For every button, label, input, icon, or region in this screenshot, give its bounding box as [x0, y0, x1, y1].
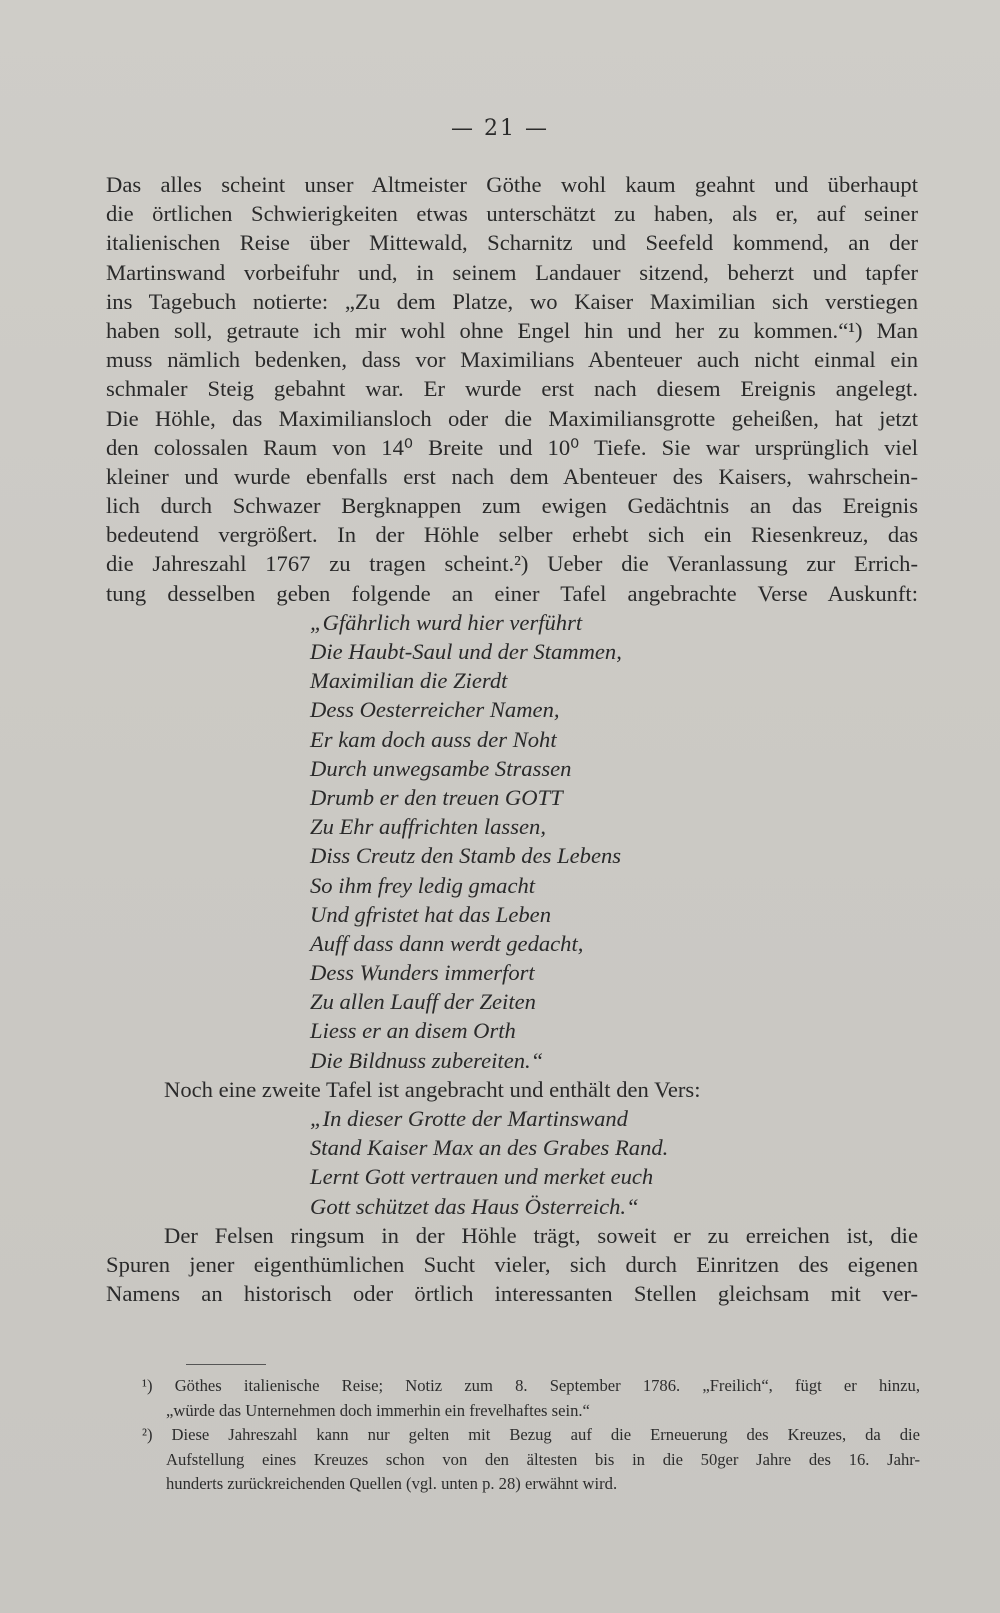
- body-text: [106, 170, 918, 1308]
- footnote-line: „würde das Unternehmen doch immerhin ein frevelhaftes sein.“: [166, 1400, 590, 1420]
- text-line: kleiner und wurde ebenfalls erst nach dem Abenteuer des Kaisers, wahrschein-: [106, 463, 918, 489]
- verse-line: Zu Ehr auffrichten lassen,: [310, 814, 546, 840]
- verse-line: Stand Kaiser Max an des Grabes Rand.: [310, 1135, 669, 1161]
- footnote-text: Göthes italienische Reise; Notiz zum 8. September 1786. „Freilich“, fügt er hinzu,: [174, 1376, 920, 1395]
- text-line: Das alles scheint unser Altmeister Göthe wohl kaum geahnt und überhaupt: [106, 172, 918, 197]
- footnote-marker: ¹): [142, 1376, 153, 1395]
- text-line: die Jahreszahl 1767 zu tragen scheint.²) Ueber die Veranlassung zur Errich-: [106, 551, 918, 577]
- verse-line: Diss Creutz den Stamb des Lebens: [310, 843, 622, 869]
- footnote-1: [142, 1374, 920, 1423]
- inscription-verse-1: [106, 608, 918, 1075]
- verse-line: Die Bildnuss zubereiten.“: [310, 1047, 544, 1073]
- footnote-line: Aufstellung eines Kreuzes schon von den ältesten bis in die 50ger Jahre des 16. Jahr-: [166, 1449, 920, 1469]
- verse-line: Die Haubt-Saul und der Stammen,: [310, 639, 622, 664]
- text-line: italienischen Reise über Mittewald, Scharnitz und Seefeld kommend, an der: [106, 230, 918, 256]
- text-line: schmaler Steig gebahnt war. Er wurde erst nach diesem Ereignis angelegt.: [106, 376, 918, 402]
- text-line: den colossalen Raum von 14⁰ Breite und 10⁰ Tiefe. Sie war ursprünglich viel: [106, 434, 918, 460]
- footnote-marker: ²): [142, 1425, 153, 1444]
- verse-line: Auff dass dann werdt gedacht,: [310, 930, 584, 956]
- text-line: ins Tagebuch notierte: „Zu dem Platze, wo Kaiser Maximilian sich verstiegen: [106, 288, 918, 314]
- footnote-text: Diese Jahreszahl kann nur gelten mit Bezug auf die Erneuerung des Kreuzes, da die: [171, 1425, 920, 1444]
- verse-line: Dess Oesterreicher Namen,: [310, 697, 560, 723]
- inscription-verse-2: [106, 1104, 918, 1221]
- verse-line: „Gfährlich wurd hier verführt: [310, 609, 583, 635]
- verse-line: So ihm frey ledig gmacht: [310, 872, 536, 898]
- verse-line: Durch unwegsambe Strassen: [310, 755, 572, 781]
- text-line: tung desselben geben folgende an einer Tafel angebrachte Verse Auskunft:: [106, 580, 918, 606]
- verse-line: Lernt Gott vertrauen und merket euch: [310, 1164, 654, 1190]
- verse-line: Zu allen Lauff der Zeiten: [310, 989, 536, 1015]
- footnote-line: hunderts zurückreichenden Quellen (vgl. unten p. 28) erwähnt wird.: [166, 1474, 618, 1493]
- verse-line: Liess er an disem Orth: [310, 1018, 516, 1044]
- text-line: Spuren jener eigenthümlichen Sucht vieler, sich durch Einritzen des eigenen: [106, 1251, 918, 1277]
- footnote-line: [142, 1423, 920, 1448]
- verse-line: Drumb er den treuen GOTT: [310, 784, 563, 810]
- footnote-line: [142, 1374, 920, 1399]
- text-line: lich durch Schwazer Bergknappen zum ewigen Gedächtnis an das Ereignis: [106, 493, 918, 519]
- page-number: — 21 —: [451, 116, 549, 141]
- verse-line: Er kam doch auss der Noht: [310, 726, 557, 752]
- verse-line: Maximilian die Zierdt: [310, 668, 508, 694]
- footnote-2: [142, 1423, 920, 1497]
- text-line: Der Felsen ringsum in der Höhle trägt, soweit er zu erreichen ist, die: [164, 1222, 918, 1248]
- text-line: bedeutend vergrößert. In der Höhle selber erhebt sich ein Riesenkreuz, das: [106, 522, 918, 548]
- paragraph-2: Noch eine zweite Tafel ist angebracht und enthält den Vers:: [164, 1076, 701, 1102]
- verse-line: Dess Wunders immerfort: [310, 960, 535, 986]
- footnotes: [142, 1374, 920, 1497]
- text-line: Martinswand vorbeifuhr und, in seinem Landauer sitzend, beherzt und tapfer: [106, 259, 918, 285]
- text-line: haben soll, getraute ich mir wohl ohne Engel hin und her zu kommen.“¹) Man: [106, 317, 918, 343]
- text-line: muss nämlich bedenken, dass vor Maximilians Abenteuer auch nicht einmal ein: [106, 347, 918, 373]
- text-line: die örtlichen Schwierigkeiten etwas unterschätzt zu haben, als er, auf seiner: [106, 201, 918, 227]
- paragraph-3: [106, 1221, 918, 1309]
- footnote-divider: [186, 1364, 266, 1365]
- verse-line: „In dieser Grotte der Martinswand: [310, 1106, 628, 1131]
- text-line: Die Höhle, das Maximiliansloch oder die Maximiliansgrotte geheißen, hat jetzt: [106, 405, 918, 431]
- verse-line: Und gfristet hat das Leben: [310, 901, 551, 927]
- paragraph-1: [106, 170, 918, 608]
- verse-line: Gott schützet das Haus Österreich.“: [310, 1193, 639, 1219]
- text-line: Namens an historisch oder örtlich interessanten Stellen gleichsam mit ver-: [106, 1281, 918, 1307]
